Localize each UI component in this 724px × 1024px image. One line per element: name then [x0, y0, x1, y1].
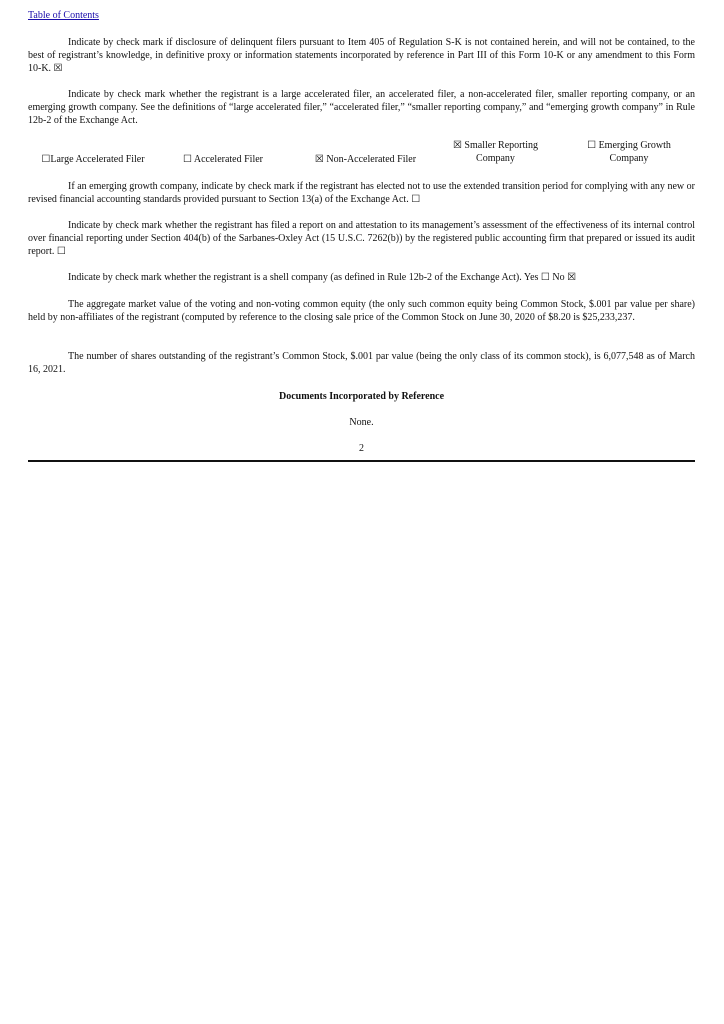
market-value-paragraph: The aggregate market value of the voting and non-voting common equity (the only such common equity being Common Stock, $.001 par value per share) held by non-affiliates of the registrant (computed by reference to the closing sale price of the Common Stock on June 30, 2020 of $8.20 is $25,233,237.	[28, 299, 695, 323]
smaller-reporting-company-option[interactable]	[438, 139, 553, 165]
transition-period-paragraph: If an emerging growth company, indicate by check mark if the registrant has elected not to use the extended transition period for complying with any new or revised financial accounting standards provided pursuant to Section 13(a) of the Exchange Act. ☐	[28, 181, 695, 205]
delinquent-filers-paragraph: Indicate by check mark if disclosure of delinquent filers pursuant to Item 405 of Regulation S-K is not contained herein, and will not be contained, to the best of registrant’s knowledge, in definitive proxy or information statements incorporated by reference in Part III of this Form 10-K or any amendment to this Form 10-K. ☒	[28, 37, 695, 74]
smaller-reporting-label-line2: Company	[476, 153, 515, 164]
emerging-growth-company-option[interactable]	[573, 139, 685, 165]
emerging-growth-label-line1: ☐ Emerging Growth	[587, 140, 671, 151]
page-divider	[28, 460, 695, 462]
documents-incorporated-heading: Documents Incorporated by Reference	[278, 391, 445, 402]
filer-status-options	[28, 139, 695, 167]
shares-outstanding-paragraph: The number of shares outstanding of the registrant’s Common Stock, $.001 par value (being the only class of its common stock), is 6,077,548 as of March 16, 2021.	[28, 351, 695, 375]
documents-incorporated-content: None.	[349, 417, 374, 428]
non-accelerated-filer-option[interactable]	[293, 153, 438, 166]
page-number: 2	[359, 443, 364, 454]
shell-company-paragraph: Indicate by check mark whether the registrant is a shell company (as defined in Rule 12b-2 of the Exchange Act). Yes ☐ No ☒	[68, 272, 577, 283]
accelerated-filer-option[interactable]: ☐ Accelerated Filer	[182, 154, 264, 165]
smaller-reporting-label-line1: ☒ Smaller Reporting	[452, 140, 539, 151]
table-of-contents-link[interactable]: Table of Contents	[28, 10, 99, 21]
non-accelerated-filer-label: ☒ Non-Accelerated Filer	[314, 154, 417, 165]
internal-control-paragraph: Indicate by check mark whether the registrant has filed a report on and attestation to its management’s assessment of the effectiveness of its internal control over financial reporting under Section 404(b) of the Sarbanes-Oxley Act (15 U.S.C. 7262(b)) by the registered public accounting firm that prepared or issued its audit report. ☐	[28, 220, 695, 257]
large-accelerated-filer-option[interactable]: ☐Large Accelerated Filer	[41, 154, 145, 165]
filer-status-paragraph: Indicate by check mark whether the registrant is a large accelerated filer, an accelerated filer, a non-accelerated filer, smaller reporting company, or an emerging growth company. See the definitions of “large accelerated filer,” “accelerated filer,” “smaller reporting company,” and “emerging growth company” in Rule 12b-2 of the Exchange Act.	[28, 89, 695, 126]
emerging-growth-label-line2: Company	[609, 153, 649, 164]
